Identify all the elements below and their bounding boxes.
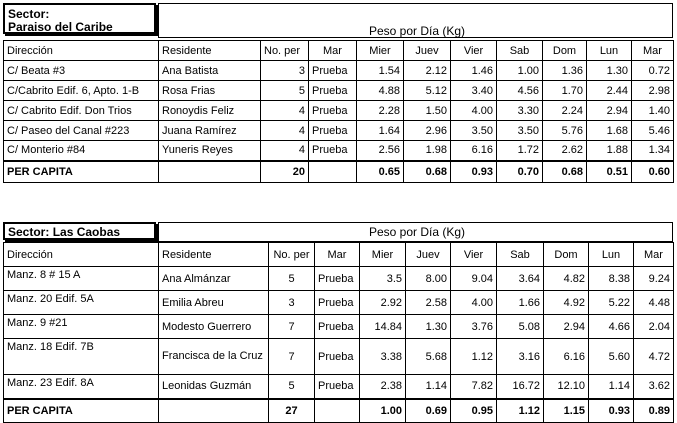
cell-no-per: 4 bbox=[261, 121, 309, 141]
cell-direccion: C/ Monterio #84 bbox=[4, 141, 159, 161]
cell-value: 2.94 bbox=[544, 315, 589, 339]
per-capita-row bbox=[4, 161, 674, 183]
cell-empty bbox=[315, 399, 360, 423]
table-row bbox=[4, 141, 674, 161]
cell-residente: Leonidas Guzmán bbox=[159, 375, 269, 399]
cell-mar: Prueba bbox=[309, 81, 357, 101]
per-capita-value: 0.69 bbox=[406, 399, 451, 423]
cell-value: 3.50 bbox=[451, 121, 497, 141]
cell-direccion: C/ Beata #3 bbox=[4, 61, 159, 81]
cell-no-per: 7 bbox=[269, 315, 315, 339]
cell-value: 1.72 bbox=[497, 141, 543, 161]
cell-mar: Prueba bbox=[309, 121, 357, 141]
per-capita-value: 0.68 bbox=[543, 161, 587, 183]
cell-value: 2.96 bbox=[404, 121, 451, 141]
cell-mar: Prueba bbox=[309, 141, 357, 161]
sector-name: Las Caobas bbox=[52, 225, 121, 239]
cell-value: 9.04 bbox=[451, 267, 497, 291]
cell-no-per: 4 bbox=[261, 101, 309, 121]
peso-label: Peso por Día (Kg) bbox=[369, 225, 466, 239]
cell-value: 6.16 bbox=[544, 339, 589, 375]
cell-value: 2.98 bbox=[632, 81, 674, 101]
per-capita-value: 1.15 bbox=[544, 399, 589, 423]
cell-direccion: Manz. 23 Edif. 8A bbox=[4, 375, 159, 399]
sector-label: Sector: bbox=[8, 225, 50, 239]
cell-value: 3.50 bbox=[497, 121, 543, 141]
cell-value: 4.66 bbox=[589, 315, 634, 339]
col-header: Dom bbox=[543, 41, 587, 61]
sheet-paraiso-del-caribe bbox=[3, 3, 673, 183]
cell-direccion: C/ Cabrito Edif. Don Trios bbox=[4, 101, 159, 121]
sector-label: Sector: bbox=[8, 7, 50, 21]
cell-value: 1.12 bbox=[451, 339, 497, 375]
sheet-las-caobas bbox=[3, 222, 673, 423]
cell-empty bbox=[159, 399, 269, 423]
sheet-header bbox=[3, 222, 673, 259]
table-row bbox=[4, 121, 674, 141]
header-row bbox=[4, 41, 674, 61]
cell-no-per: 3 bbox=[269, 291, 315, 315]
cell-value: 4.00 bbox=[451, 291, 497, 315]
per-capita-label: PER CAPITA bbox=[4, 399, 159, 423]
cell-value: 14.84 bbox=[360, 315, 406, 339]
sector-name: Paraiso del Caribe bbox=[8, 20, 113, 34]
cell-value: 4.72 bbox=[634, 339, 674, 375]
per-capita-value: 0.93 bbox=[451, 161, 497, 183]
per-capita-value: 0.89 bbox=[634, 399, 674, 423]
cell-residente: Rosa Frias bbox=[159, 81, 261, 101]
table-row bbox=[4, 61, 674, 81]
cell-value: 1.00 bbox=[497, 61, 543, 81]
cell-value: 8.00 bbox=[406, 267, 451, 291]
cell-value: 1.64 bbox=[357, 121, 404, 141]
per-capita-label: PER CAPITA bbox=[4, 161, 159, 183]
cell-direccion: Manz. 20 Edif. 5A bbox=[4, 291, 159, 315]
col-header: No. per bbox=[269, 243, 315, 267]
cell-no-per: 7 bbox=[269, 339, 315, 375]
cell-mar: Prueba bbox=[315, 291, 360, 315]
cell-empty bbox=[309, 161, 357, 183]
cell-mar: Prueba bbox=[309, 61, 357, 81]
cell-value: 2.44 bbox=[587, 81, 632, 101]
col-header: Sab bbox=[497, 41, 543, 61]
total-no-per: 27 bbox=[269, 399, 315, 423]
per-capita-value: 0.70 bbox=[497, 161, 543, 183]
per-capita-value: 0.51 bbox=[587, 161, 632, 183]
cell-value: 5.60 bbox=[589, 339, 634, 375]
cell-value: 5.68 bbox=[406, 339, 451, 375]
cell-value: 2.94 bbox=[587, 101, 632, 121]
col-header: Mier bbox=[360, 243, 406, 267]
cell-value: 3.64 bbox=[497, 267, 544, 291]
cell-value: 2.62 bbox=[543, 141, 587, 161]
col-header: Mar bbox=[315, 243, 360, 267]
cell-direccion: C/ Paseo del Canal #223 bbox=[4, 121, 159, 141]
cell-no-per: 5 bbox=[261, 81, 309, 101]
cell-value: 4.00 bbox=[451, 101, 497, 121]
table-row bbox=[4, 339, 674, 375]
cell-value: 9.24 bbox=[634, 267, 674, 291]
cell-value: 6.16 bbox=[451, 141, 497, 161]
col-header: Residente bbox=[159, 41, 261, 61]
cell-no-per: 4 bbox=[261, 141, 309, 161]
cell-value: 0.72 bbox=[632, 61, 674, 81]
peso-header-box bbox=[158, 3, 673, 38]
cell-value: 4.48 bbox=[634, 291, 674, 315]
cell-value: 1.98 bbox=[404, 141, 451, 161]
cell-residente: Francisca de la Cruz bbox=[159, 339, 269, 375]
cell-direccion: Manz. 18 Edif. 7B bbox=[4, 339, 159, 375]
col-header: Mier bbox=[357, 41, 404, 61]
peso-label: Peso por Día (Kg) bbox=[369, 24, 466, 38]
cell-value: 8.38 bbox=[589, 267, 634, 291]
cell-value: 1.66 bbox=[497, 291, 544, 315]
table-row bbox=[4, 81, 674, 101]
per-capita-value: 0.60 bbox=[632, 161, 674, 183]
table-row bbox=[4, 267, 674, 291]
cell-value: 3.30 bbox=[497, 101, 543, 121]
cell-residente: Modesto Guerrero bbox=[159, 315, 269, 339]
col-header: Residente bbox=[159, 243, 269, 267]
per-capita-row bbox=[4, 399, 674, 423]
cell-value: 5.22 bbox=[589, 291, 634, 315]
cell-value: 5.08 bbox=[497, 315, 544, 339]
per-capita-value: 0.68 bbox=[404, 161, 451, 183]
cell-value: 1.68 bbox=[587, 121, 632, 141]
col-header: Sab bbox=[497, 243, 544, 267]
sector-box bbox=[3, 222, 156, 240]
cell-value: 3.5 bbox=[360, 267, 406, 291]
cell-residente: Ronoydis Feliz bbox=[159, 101, 261, 121]
per-capita-value: 0.93 bbox=[589, 399, 634, 423]
cell-value: 2.12 bbox=[404, 61, 451, 81]
cell-value: 2.04 bbox=[634, 315, 674, 339]
col-header: Mar bbox=[632, 41, 674, 61]
table-row bbox=[4, 291, 674, 315]
cell-no-per: 5 bbox=[269, 375, 315, 399]
col-header: Mar bbox=[309, 41, 357, 61]
cell-value: 1.30 bbox=[406, 315, 451, 339]
col-header: Juev bbox=[404, 41, 451, 61]
data-table bbox=[3, 40, 674, 183]
cell-mar: Prueba bbox=[315, 375, 360, 399]
cell-value: 1.50 bbox=[404, 101, 451, 121]
cell-value: 1.54 bbox=[357, 61, 404, 81]
cell-value: 2.38 bbox=[360, 375, 406, 399]
cell-value: 1.88 bbox=[587, 141, 632, 161]
cell-residente: Ana Almánzar bbox=[159, 267, 269, 291]
cell-value: 2.24 bbox=[543, 101, 587, 121]
cell-value: 1.14 bbox=[406, 375, 451, 399]
col-header: Dirección bbox=[4, 41, 159, 61]
cell-value: 2.28 bbox=[357, 101, 404, 121]
cell-value: 1.70 bbox=[543, 81, 587, 101]
col-header: No. per bbox=[261, 41, 309, 61]
per-capita-value: 0.65 bbox=[357, 161, 404, 183]
cell-residente: Emilia Abreu bbox=[159, 291, 269, 315]
cell-value: 4.92 bbox=[544, 291, 589, 315]
cell-value: 3.62 bbox=[634, 375, 674, 399]
cell-residente: Juana Ramírez bbox=[159, 121, 261, 141]
cell-value: 3.16 bbox=[497, 339, 544, 375]
cell-value: 1.40 bbox=[632, 101, 674, 121]
cell-value: 7.82 bbox=[451, 375, 497, 399]
cell-value: 3.38 bbox=[360, 339, 406, 375]
cell-value: 5.12 bbox=[404, 81, 451, 101]
cell-value: 1.36 bbox=[543, 61, 587, 81]
cell-value: 5.76 bbox=[543, 121, 587, 141]
table-row bbox=[4, 101, 674, 121]
total-no-per: 20 bbox=[261, 161, 309, 183]
cell-mar: Prueba bbox=[315, 339, 360, 375]
cell-value: 2.56 bbox=[357, 141, 404, 161]
cell-value: 3.40 bbox=[451, 81, 497, 101]
cell-value: 1.30 bbox=[587, 61, 632, 81]
cell-direccion: Manz. 9 #21 bbox=[4, 315, 159, 339]
col-header: Lun bbox=[587, 41, 632, 61]
cell-value: 4.88 bbox=[357, 81, 404, 101]
cell-value: 4.56 bbox=[497, 81, 543, 101]
per-capita-value: 0.95 bbox=[451, 399, 497, 423]
cell-value: 1.14 bbox=[589, 375, 634, 399]
cell-value: 4.82 bbox=[544, 267, 589, 291]
peso-header-box bbox=[158, 222, 673, 242]
cell-no-per: 3 bbox=[261, 61, 309, 81]
table-row bbox=[4, 375, 674, 399]
col-header: Dirección bbox=[4, 243, 159, 267]
cell-no-per: 5 bbox=[269, 267, 315, 291]
per-capita-value: 1.00 bbox=[360, 399, 406, 423]
col-header: Mar bbox=[634, 243, 674, 267]
sheet-header bbox=[3, 3, 673, 40]
cell-value: 1.34 bbox=[632, 141, 674, 161]
cell-residente: Yuneris Reyes bbox=[159, 141, 261, 161]
cell-empty bbox=[159, 161, 261, 183]
cell-mar: Prueba bbox=[315, 267, 360, 291]
data-table bbox=[3, 242, 674, 423]
cell-direccion: Manz. 8 # 15 A bbox=[4, 267, 159, 291]
cell-value: 1.46 bbox=[451, 61, 497, 81]
table-row bbox=[4, 315, 674, 339]
cell-value: 2.58 bbox=[406, 291, 451, 315]
cell-value: 5.46 bbox=[632, 121, 674, 141]
cell-mar: Prueba bbox=[309, 101, 357, 121]
per-capita-value: 1.12 bbox=[497, 399, 544, 423]
cell-value: 3.76 bbox=[451, 315, 497, 339]
cell-value: 2.92 bbox=[360, 291, 406, 315]
cell-value: 12.10 bbox=[544, 375, 589, 399]
col-header: Vier bbox=[451, 243, 497, 267]
cell-direccion: C/Cabrito Edif. 6, Apto. 1-B bbox=[4, 81, 159, 101]
cell-mar: Prueba bbox=[315, 315, 360, 339]
col-header: Dom bbox=[544, 243, 589, 267]
col-header: Lun bbox=[589, 243, 634, 267]
cell-value: 16.72 bbox=[497, 375, 544, 399]
col-header: Vier bbox=[451, 41, 497, 61]
sector-box bbox=[3, 3, 156, 34]
cell-residente: Ana Batista bbox=[159, 61, 261, 81]
col-header: Juev bbox=[406, 243, 451, 267]
